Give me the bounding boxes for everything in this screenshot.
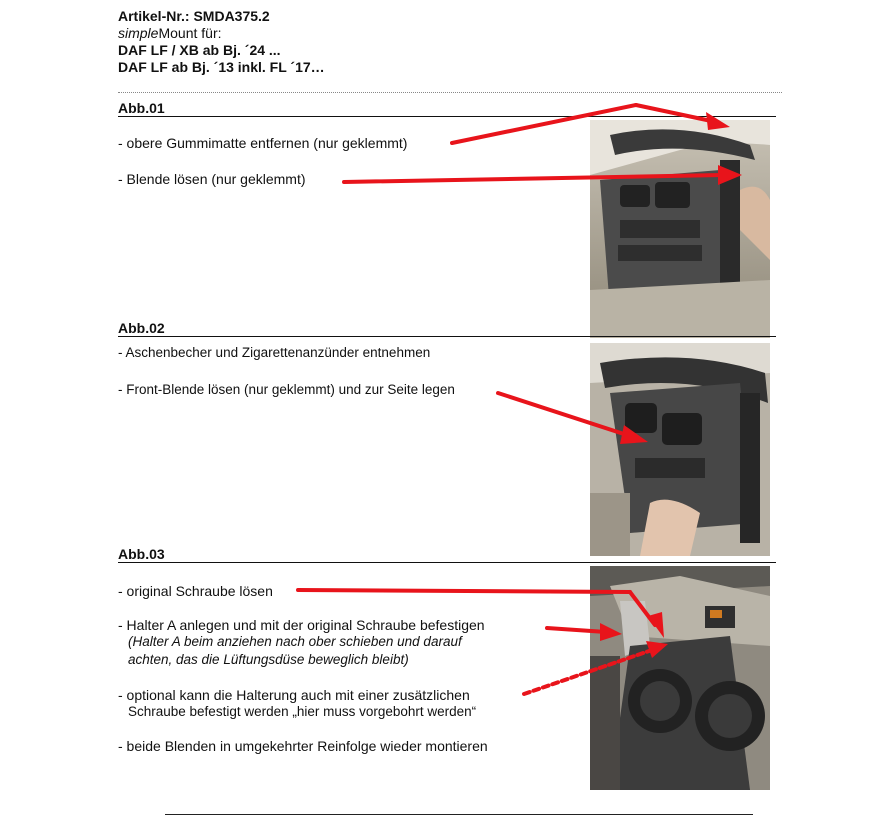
step-remove-ashtray: - Aschenbecher und Zigarettenanzünder entnehmen [118, 345, 431, 360]
step-attach-holder: - Halter A anlegen und mit der original Schraube befestigen [118, 617, 485, 633]
step-remove-front-cover: - Front-Blende lösen (nur geklemmt) und zur Seite legen [118, 382, 455, 397]
vehicle-model-1: DAF LF / XB ab Bj. ´24 ... [118, 42, 281, 58]
step-reassemble: - beide Blenden in umgekehrter Reinfolge wieder montieren [118, 738, 488, 754]
dotted-separator [118, 92, 782, 93]
section-title-abb03: Abb.03 [118, 546, 165, 562]
step-optional-screw: - optional kann die Halterung auch mit einer zusätzlichen [118, 687, 470, 703]
simple-word: simple [118, 25, 159, 41]
mount-line [118, 25, 325, 42]
arrow-line-4a [298, 590, 630, 592]
section-rule-abb03 [118, 562, 776, 563]
document-header [118, 8, 325, 76]
step-loosen-screw: - original Schraube lösen [118, 583, 273, 599]
vehicle-model-2: DAF LF ab Bj. ´13 inkl. FL ´17… [118, 59, 325, 75]
step-note-line-2: achten, das die Lüftungsdüse beweglich bleibt) [128, 652, 409, 667]
dashboard-photo-1 [590, 120, 770, 338]
step-note-line-1: (Halter A beim anziehen nach ober schieben und darauf [128, 634, 462, 649]
article-number: Artikel-Nr.: SMDA375.2 [118, 8, 270, 24]
bottom-rule [165, 814, 753, 815]
section-title-abb02: Abb.02 [118, 320, 165, 336]
mount-for: Mount für: [158, 25, 222, 41]
section-title-abb01: Abb.01 [118, 100, 165, 116]
section-rule-abb02 [118, 336, 776, 337]
section-rule-abb01 [118, 116, 776, 117]
step-remove-cover: - Blende lösen (nur geklemmt) [118, 171, 306, 187]
step-optional-screw-cont: Schraube befestigt werden „hier muss vorgebohrt werden“ [128, 704, 477, 719]
step-remove-rubber-mat: - obere Gummimatte entfernen (nur geklemmt) [118, 135, 408, 151]
dashboard-photo-3 [590, 566, 770, 790]
dashboard-photo-2 [590, 343, 770, 556]
